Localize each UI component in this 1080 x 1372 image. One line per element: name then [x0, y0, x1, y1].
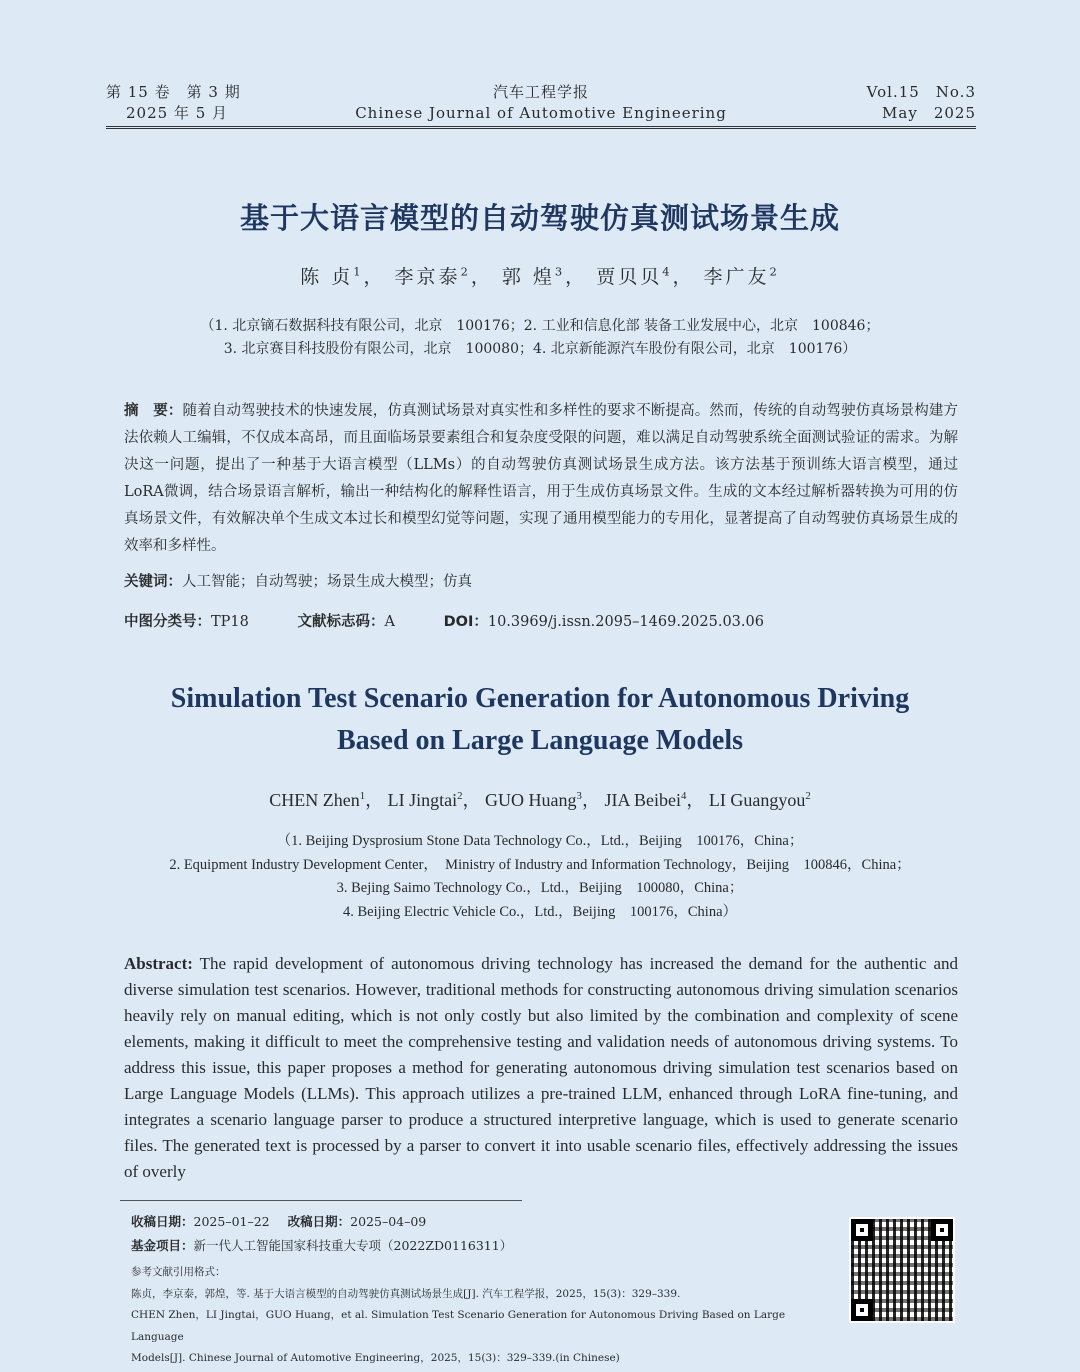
- cn-affiliations: [0, 315, 1080, 361]
- en-title-line: Based on Large Language Models: [336, 725, 744, 756]
- citation-cn: 陈贞，李京泰，郭煌，等. 基于大语言模型的自动驾驶仿真测试场景生成[J]. 汽车工程学报，2025，15(3)：329–339.: [131, 1287, 681, 1300]
- citation-en: Models[J]. Chinese Journal of Automotive Engineering，2025，15(3)：329–339.(in Chinese): [131, 1352, 620, 1364]
- en-abstract-text: The rapid development of autonomous driving technology has increased the demand for the authentic and diverse simulation test scenarios. However, traditional methods for constructing autonomous driving simulation scenarios heavily rely on manual editing, which is not only costly but also limited by the combination and complexity of scene elements, making it difficult to meet the comprehensive testing and validation needs of autonomous driving systems. To address this issue, this paper proposes a method for generating autonomous driving simulation test scenarios based on Large Language Models (LLMs). This approach utilizes a pre-trained LLM, enhanced through LoRA fine-tuning, and integrates a scenario language parser to produce a structured interpretive language, which is used to generate scenario files. The generated text is processed by a parser to convert it into usable scenario files, effectively addressing the issues of overly: [124, 954, 958, 1181]
- revised-date: 2025–04–09: [350, 1214, 427, 1229]
- received-date: 2025–01–22: [193, 1214, 270, 1229]
- en-title-line: Simulation Test Scenario Generation for Autonomous Driving: [170, 683, 910, 714]
- en-authors: CHEN Zhen$^1$， LI Jingtai$^2$， GUO Huang$^3$， JIA Beibei$^4$， LI Guangyou$^2$: [269, 790, 811, 810]
- journal-name-cn: 汽车工程学报: [492, 83, 589, 101]
- volume-issue-en: Vol.15 No.3: [866, 83, 976, 101]
- en-affil-line: 3. Bejing Saimo Technology Co.，Ltd.，Beijing 100080，China；: [336, 880, 744, 896]
- dates-line: [131, 1210, 831, 1234]
- en-author: JIA Beibei$^4$: [604, 790, 687, 810]
- en-abstract: [124, 951, 958, 1185]
- cn-keywords-text: 人工智能；自动驾驶；场景生成大模型；仿真: [182, 574, 472, 590]
- en-author: LI Guangyou$^2$: [708, 790, 811, 810]
- cn-keywords: [124, 570, 472, 591]
- issue-info-en: [867, 82, 976, 124]
- en-affil-line: 4. Beijing Electric Vehicle Co.，Ltd.，Beijing 100176，China）: [343, 903, 737, 920]
- en-author: LI Jingtai$^2$: [387, 790, 463, 810]
- clc-code: 中图分类号：TP18: [124, 614, 249, 630]
- journal-name-en: Chinese Journal of Automotive Engineering: [355, 104, 727, 122]
- fund-label: 基金项目：: [131, 1238, 194, 1253]
- journal-header: [106, 82, 976, 129]
- classification-row: [124, 610, 958, 631]
- en-abstract-label: Abstract:: [124, 954, 193, 973]
- doi: DOI：10.3969/j.issn.2095–1469.2025.03.06: [443, 614, 764, 630]
- en-affil-line: 2. Equipment Industry Development Center， Ministry of Industry and Information Technology，Beijing 100846，China；: [169, 856, 911, 873]
- fund-value: 新一代人工智能国家科技重大专项（2022ZD0116311）: [193, 1238, 513, 1253]
- doc-code: 文献标志码：A: [297, 614, 395, 630]
- en-author: GUO Huang$^3$: [485, 790, 582, 810]
- volume-issue: 第 15 卷 第 3 期: [106, 83, 241, 101]
- citation-en: CHEN Zhen，LI Jingtai，GUO Huang，et al. Simulation Test Scenario Generation for Autonomous Driving Based on Large Language: [131, 1309, 786, 1343]
- cn-abstract-label: 摘 要：: [124, 403, 183, 419]
- cn-author: 贾贝贝$^4$: [596, 264, 673, 288]
- issue-date: 2025 年 5 月: [126, 104, 229, 122]
- en-title: [0, 678, 1080, 762]
- issue-date-en: May 2025: [882, 104, 976, 122]
- qr-finder: [851, 1299, 873, 1321]
- en-affil-line: （1. Beijing Dysprosium Stone Data Technology Co.，Ltd.，Beijing 100176，China；: [276, 833, 804, 849]
- cn-author: 郭 煌$^3$: [501, 264, 566, 288]
- citation-format: [131, 1262, 831, 1370]
- qr-code-icon: [849, 1217, 955, 1323]
- cn-author: 陈 贞$^1$: [300, 264, 364, 288]
- cn-authors: 陈 贞$^1$， 李京泰$^2$， 郭 煌$^3$， 贾贝贝$^4$， 李广友$^2$: [300, 264, 780, 288]
- footnote-divider: [120, 1200, 522, 1201]
- cn-abstract-text: 随着自动驾驶技术的快速发展，仿真测试场景对真实性和多样性的要求不断提高。然而，传统的自动驾驶仿真场景构建方法依赖人工编辑，不仅成本高昂，而且面临场景要素组合和复杂度受限的问题，难以满足自动驾驶系统全面测试验证的需求。为解决这一问题，提出了一种基于大语言模型（LLMs）的自动驾驶仿真测试场景生成方法。该方法基于预训练大语言模型，通过LoRA微调，结合场景语言解析，输出一种结构化的解释性语言，用于生成仿真场景文件。生成的文本经过解析器转换为可用的仿真场景文件，有效解决单个生成文本过长和模型幻觉等问题，实现了通用模型能力的专用化，显著提高了自动驾驶仿真场景生成的效率和多样性。: [124, 403, 959, 554]
- citation-heading: 参考文献引用格式：: [131, 1266, 226, 1278]
- cn-abstract: [124, 398, 958, 560]
- cn-keywords-label: 关键词：: [124, 574, 182, 590]
- received-label: 收稿日期：: [131, 1214, 194, 1229]
- qr-finder: [851, 1219, 873, 1241]
- en-author: CHEN Zhen$^1$: [269, 790, 366, 810]
- footnote: [131, 1210, 831, 1258]
- en-affiliations: [0, 830, 1080, 924]
- cn-author: 李京泰$^2$: [394, 264, 471, 288]
- cn-author: 李广友$^2$: [703, 264, 780, 288]
- fund-line: [131, 1234, 831, 1258]
- journal-name: [106, 82, 976, 124]
- revised-label: 改稿日期：: [287, 1214, 351, 1229]
- cn-affil-line: （1. 北京镝石数据科技有限公司，北京 100176；2. 工业和信息化部 装备工业发展中心，北京 100846；: [200, 318, 880, 334]
- cn-title: 基于大语言模型的自动驾驶仿真测试场景生成: [239, 201, 840, 235]
- qr-finder: [931, 1219, 953, 1241]
- cn-affil-line: 3. 北京赛目科技股份有限公司，北京 100080；4. 北京新能源汽车股份有限公司，北京 100176）: [223, 341, 857, 357]
